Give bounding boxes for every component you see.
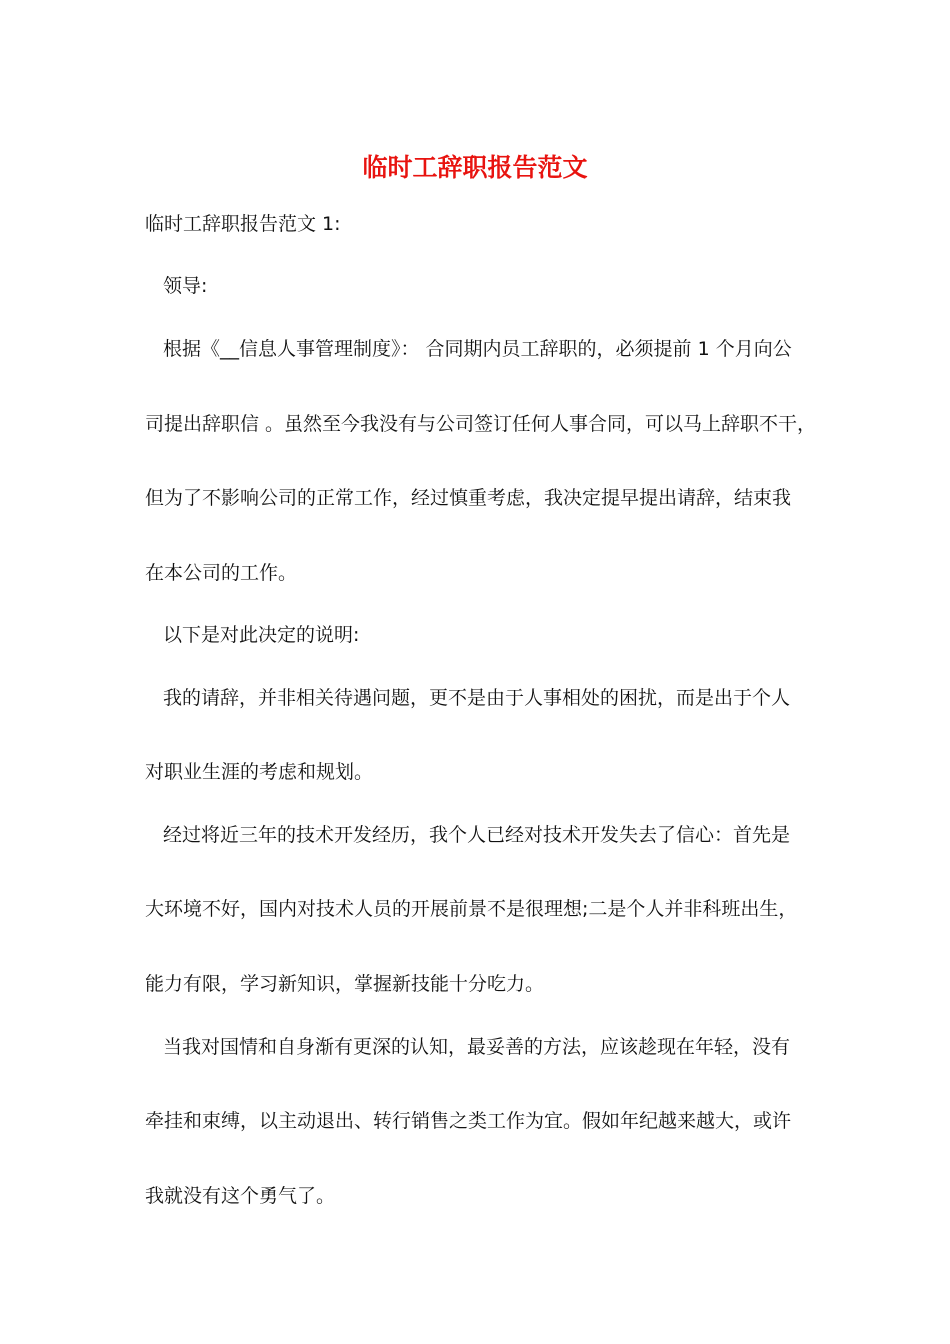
paragraph-line: 当我对国情和自身渐有更深的认知，最妥善的方法，应该趁现在年轻，没有 <box>163 1036 791 1058</box>
paragraph-line: 司提出辞职信 。虽然至今我没有与公司签订任何人事合同，可以马上辞职不干， <box>145 413 817 435</box>
paragraph-line: 牵挂和束缚，以主动退出、转行销售之类工作为宜。假如年纪越来越大，或许 <box>145 1110 792 1132</box>
paragraph-line: 大环境不好，国内对技术人员的开展前景不是很理想;二是个人并非科班出生， <box>145 898 798 920</box>
paragraph-line: 以下是对此决定的说明: <box>163 624 360 646</box>
paragraph-line: 在本公司的工作。 <box>145 562 298 584</box>
section-heading: 临时工辞职报告范文 1: <box>145 213 341 235</box>
paragraph-line: 我就没有这个勇气了。 <box>145 1185 336 1207</box>
document-title: 临时工辞职报告范文 <box>362 153 588 182</box>
paragraph-line: 能力有限，学习新知识，掌握新技能十分吃力。 <box>145 973 545 995</box>
paragraph-line: 对职业生涯的考虑和规划。 <box>145 761 374 783</box>
paragraph-line: 我的请辞，并非相关待遇问题，更不是由于人事相处的困扰，而是出于个人 <box>163 687 791 709</box>
paragraph-line: 根据《__信息人事管理制度》： 合同期内员工辞职的，必须提前 1 个月向公 <box>163 338 792 360</box>
salutation: 领导: <box>163 275 208 297</box>
paragraph-line: 经过将近三年的技术开发经历，我个人已经对技术开发失去了信心：首先是 <box>163 824 791 846</box>
paragraph-line: 但为了不影响公司的正常工作，经过慎重考虑，我决定提早提出请辞，结束我 <box>145 487 792 509</box>
